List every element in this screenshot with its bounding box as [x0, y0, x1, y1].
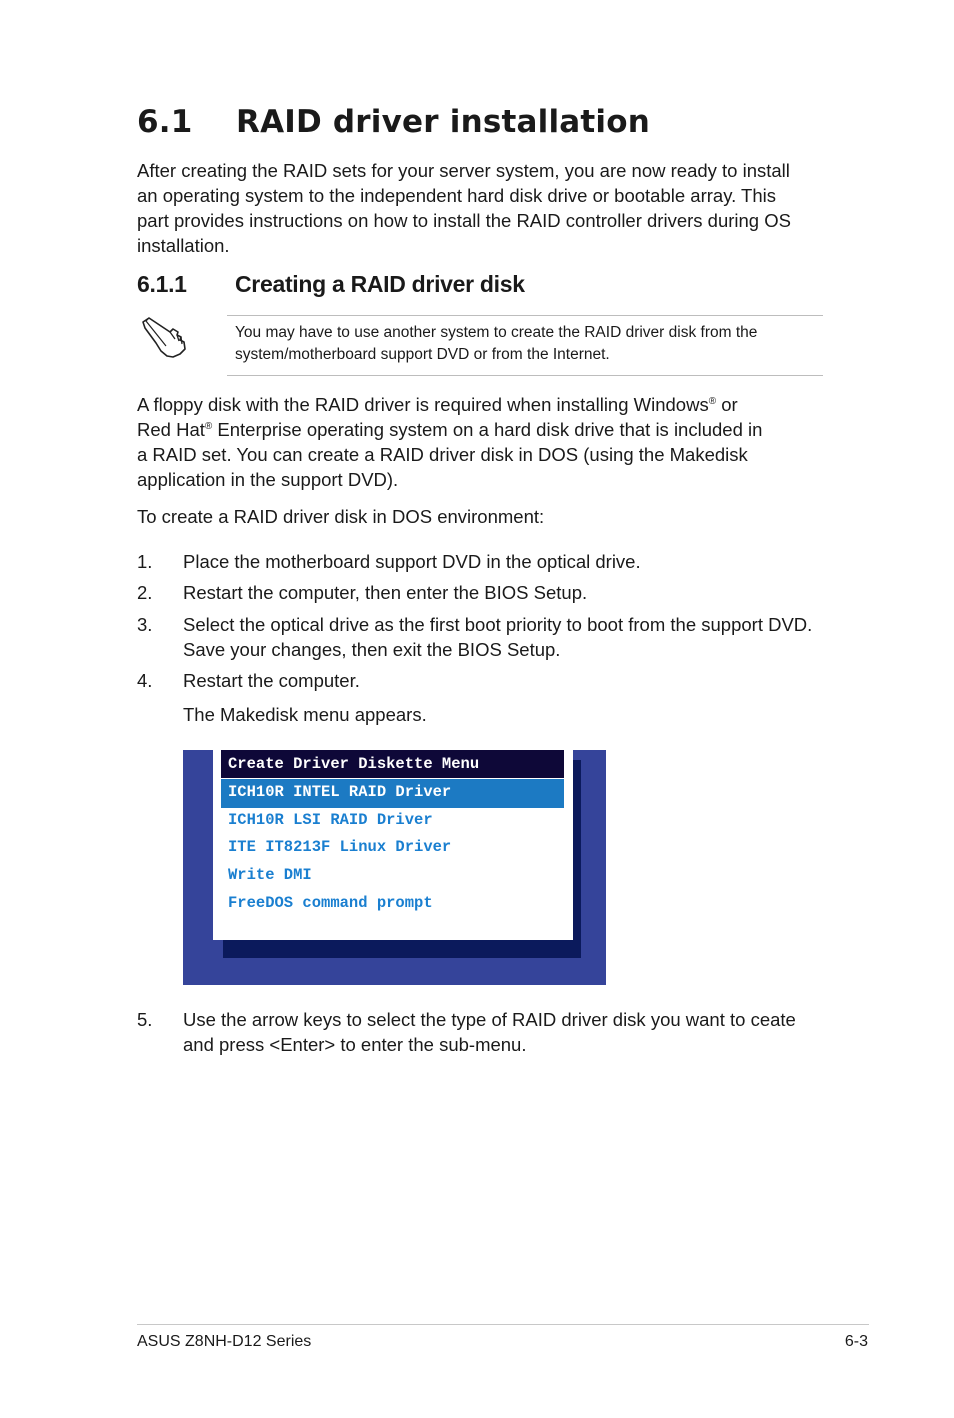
subsection-heading: [137, 271, 525, 298]
section-heading: [137, 104, 650, 140]
footer-rule: [137, 1324, 869, 1325]
makedisk-note: The Makedisk menu appears.: [183, 704, 427, 725]
intro-paragraph: After creating the RAID sets for your server system, you are now ready to install an operating system to the independent hard disk drive or bootable array. This part provides instructions on how to install the RAID controller drivers during OS installation.: [137, 160, 791, 256]
menu-item-write-dmi[interactable]: Write DMI: [228, 866, 312, 884]
list-item: [137, 668, 827, 693]
step-number: 1.: [137, 551, 153, 572]
note-text: You may have to use another system to create the RAID driver disk from the system/motherboard support DVD or from the Internet.: [235, 324, 758, 363]
note-top-rule: [227, 315, 823, 316]
step-text: Restart the computer.: [183, 670, 360, 691]
menu-item-intel-raid[interactable]: ICH10R INTEL RAID Driver: [228, 783, 452, 801]
menu-item-freedos[interactable]: FreeDOS command prompt: [228, 894, 433, 912]
registered-mark: ®: [708, 396, 717, 407]
floppy-text-4: Enterprise operating system on a hard disk drive that is included in: [212, 419, 763, 440]
registered-mark: ®: [204, 421, 213, 432]
menu-item-ite-linux[interactable]: ITE IT8213F Linux Driver: [228, 838, 452, 856]
menu-item-lsi-raid[interactable]: ICH10R LSI RAID Driver: [228, 811, 433, 829]
step-text: Select the optical drive as the first boot priority to boot from the support DVD. Save your changes, then exit the BIOS Setup.: [183, 614, 813, 660]
step-number: 5.: [137, 1009, 153, 1030]
list-item: [137, 1007, 817, 1057]
page-number: 6-3: [844, 1333, 868, 1350]
step-number: 3.: [137, 614, 153, 635]
floppy-text-2: or: [716, 394, 738, 415]
step-text: Restart the computer, then enter the BIOS Setup.: [183, 582, 588, 603]
step-number: 2.: [137, 582, 153, 603]
subsection-number: 6.1.1: [137, 271, 187, 297]
step-text: Use the arrow keys to select the type of RAID driver disk you want to ceate and press <Enter> to enter the sub-menu.: [183, 1009, 796, 1055]
footer-product: ASUS Z8NH-D12 Series: [137, 1333, 312, 1350]
list-item: [137, 612, 827, 662]
floppy-text-3: Red Hat: [137, 419, 205, 440]
hand-pointer-icon: [140, 316, 190, 360]
floppy-paragraph: [137, 392, 827, 492]
dos-intro: To create a RAID driver disk in DOS environment:: [137, 506, 545, 527]
note-bottom-rule: [227, 375, 823, 376]
floppy-text-1: A floppy disk with the RAID driver is required when installing Windows: [137, 394, 709, 415]
list-item: [137, 580, 827, 605]
list-item: [137, 549, 827, 574]
section-title: RAID driver installation: [236, 104, 651, 140]
floppy-text-5: a RAID set. You can create a RAID driver disk in DOS (using the Makedisk: [137, 444, 748, 465]
subsection-title: Creating a RAID driver disk: [235, 271, 525, 297]
step-text: Place the motherboard support DVD in the optical drive.: [183, 551, 641, 572]
section-number: 6.1: [137, 104, 193, 140]
floppy-text-6: application in the support DVD).: [137, 469, 399, 490]
menu-title: Create Driver Diskette Menu: [228, 755, 480, 773]
step-number: 4.: [137, 670, 153, 691]
